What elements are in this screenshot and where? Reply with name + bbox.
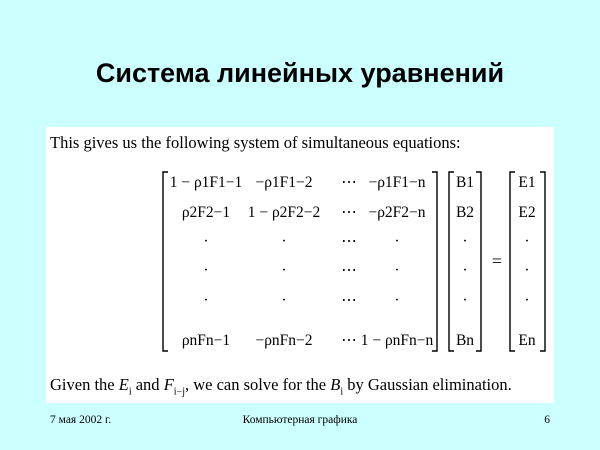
matrix-cell: · [281, 262, 287, 279]
matrix-cell: ⋯ [341, 332, 357, 349]
matrix-cell: ⋯ [341, 174, 357, 191]
f-subscript: i−j [173, 386, 185, 398]
e-symbol: E [118, 375, 129, 394]
e-vector-entry: · [524, 292, 530, 309]
matrix-cell: 1 − ρ2F2−2 [247, 204, 321, 221]
matrix-cell: ⋯ [341, 292, 357, 309]
matrix-cell: ρ2F2−1 [181, 204, 231, 221]
f-symbol: F [163, 375, 174, 394]
b-vector-entry: B2 [455, 204, 475, 221]
matrix-cell: ⋯ [341, 233, 357, 250]
b-vector-entry: Bn [455, 332, 475, 349]
matrix-cell: ⋯ [341, 204, 357, 221]
matrix-cell: · [394, 233, 400, 250]
b-vector-left-bracket [449, 172, 454, 351]
outro-part2: , we can solve for the [184, 375, 331, 394]
e-vector-entry: En [518, 332, 536, 349]
b-vector-entry: · [462, 292, 468, 309]
outro-part1: Given the [50, 375, 119, 394]
matrix-cell: 1 − ρ1F1−1 [169, 174, 243, 191]
e-subscript: i [128, 386, 132, 398]
b-vector-entry: · [462, 233, 468, 250]
matrix-right-bracket [432, 172, 437, 351]
e-vector-entry: E2 [518, 204, 536, 221]
matrix-cell: −ρ2F2−n [368, 204, 426, 221]
matrix-cell: ⋯ [341, 262, 357, 279]
matrix-cell: · [394, 292, 400, 309]
matrix-cell: −ρnFn−2 [255, 332, 313, 349]
e-vector-entry: · [524, 233, 530, 250]
equals-sign: = [491, 251, 503, 271]
footer-date: 7 мая 2002 г. [50, 414, 112, 426]
b-vector-entry: · [462, 262, 468, 279]
matrix-cell: · [203, 292, 209, 309]
matrix-cell: 1 − ρnFn−n [360, 332, 434, 349]
matrix-cell: · [281, 233, 287, 250]
matrix-equation [46, 127, 554, 403]
e-vector-left-bracket [510, 172, 515, 351]
footer-page-number: 6 [544, 414, 550, 426]
b-vector-entry: B1 [455, 174, 475, 191]
outro-and: and [131, 375, 164, 394]
b-subscript: i [340, 386, 344, 398]
b-symbol: B [330, 375, 341, 394]
e-vector-entry: E1 [518, 174, 536, 191]
matrix-left-bracket [163, 172, 168, 351]
e-vector-entry: · [524, 262, 530, 279]
matrix-cell: −ρ1F1−2 [255, 174, 313, 191]
matrix-cell: · [203, 233, 209, 250]
slide-title: Система линейных уравнений [95, 58, 505, 88]
e-vector-right-bracket [540, 172, 545, 351]
equation-image [46, 127, 554, 403]
matrix-cell: · [203, 262, 209, 279]
b-vector-right-bracket [476, 172, 481, 351]
footer-title: Компьютерная графика [242, 414, 358, 426]
outro-part3: by Gaussian elimination. [343, 375, 512, 394]
intro-text: This gives us the following system of simultaneous equations: [50, 133, 461, 152]
matrix-cell: ρnFn−1 [181, 332, 231, 349]
matrix-cell: · [281, 292, 287, 309]
matrix-cell: −ρ1F1−n [368, 174, 426, 191]
matrix-cell: · [394, 262, 400, 279]
outro-text [50, 375, 512, 397]
